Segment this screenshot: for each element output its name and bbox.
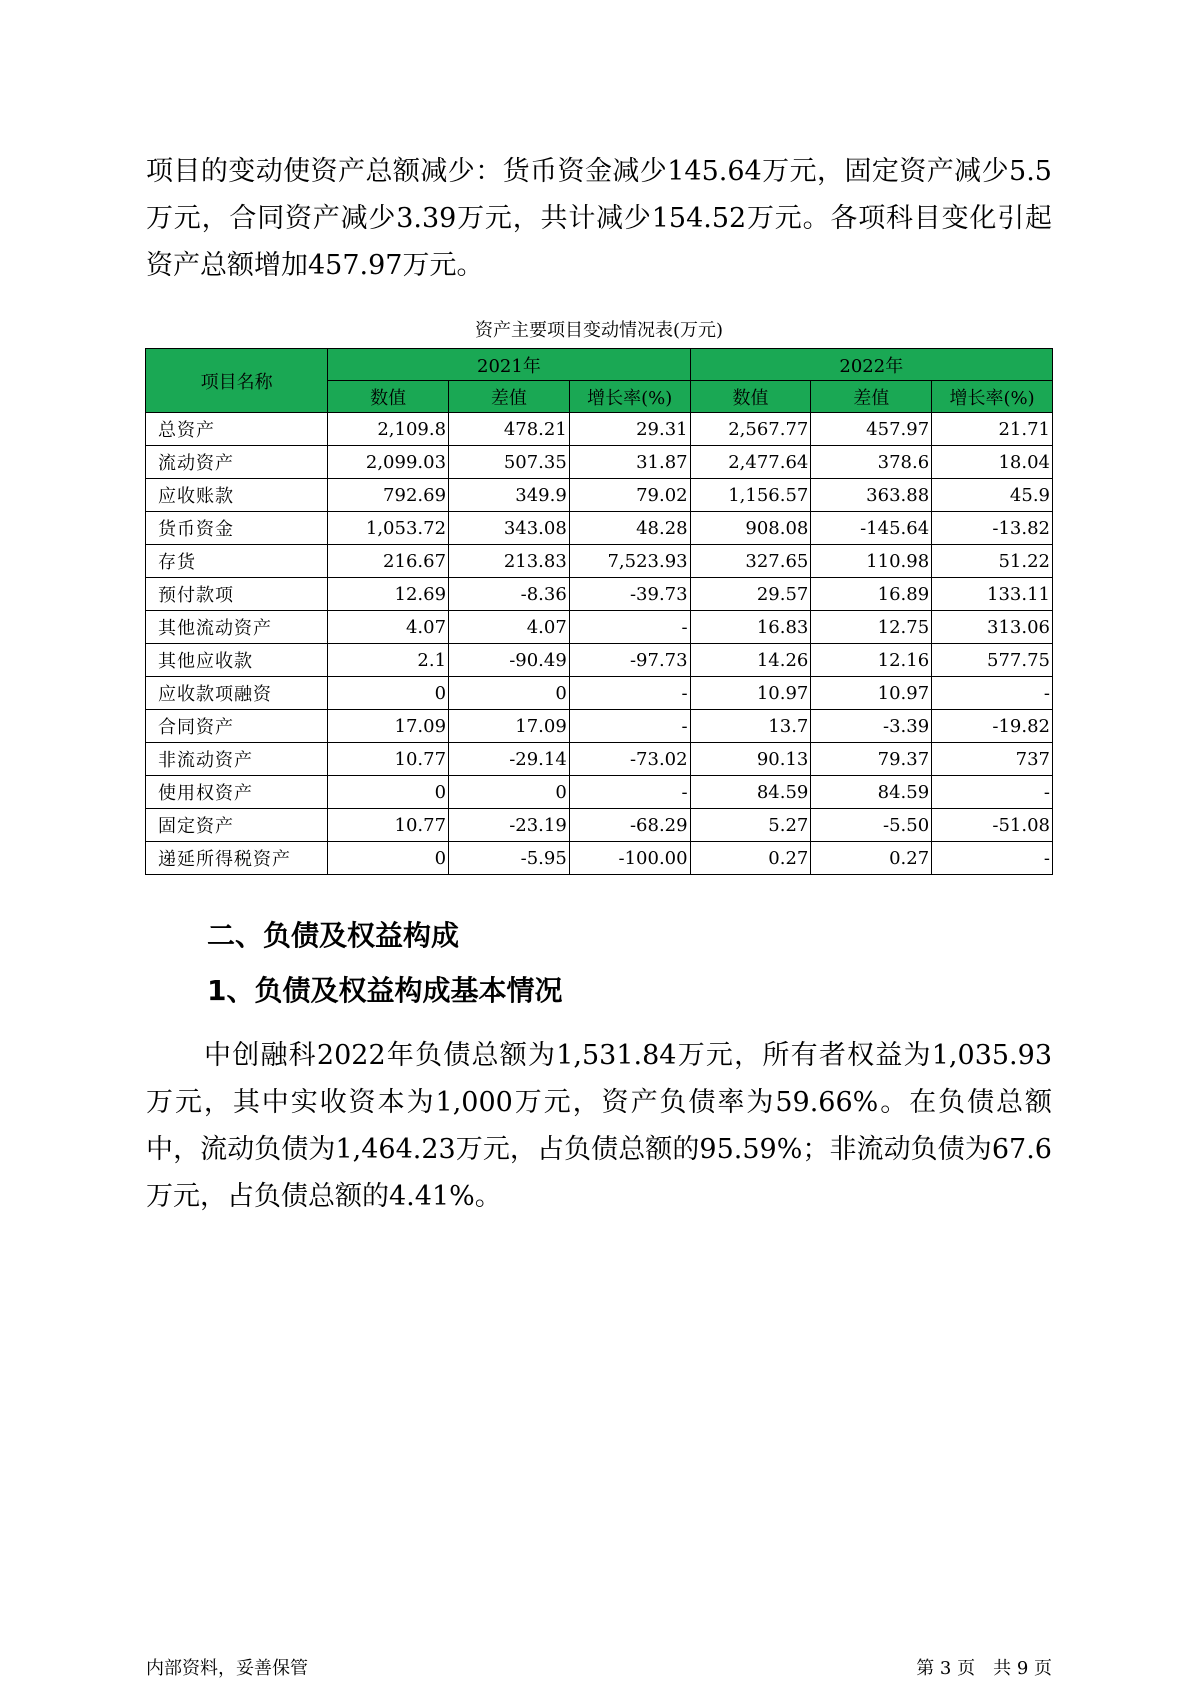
table-cell: -145.64	[811, 512, 932, 545]
table-cell: -19.82	[932, 710, 1053, 743]
table-cell: 45.9	[932, 479, 1053, 512]
header-diff-2021: 差值	[449, 381, 570, 413]
table-cell: 48.28	[569, 512, 690, 545]
table-row	[146, 677, 1053, 710]
header-growth-2022: 增长率(%)	[932, 381, 1053, 413]
table-cell: 1,156.57	[690, 479, 811, 512]
table-cell: 0.27	[811, 842, 932, 875]
row-label: 应收账款	[146, 479, 328, 512]
table-cell: -73.02	[569, 743, 690, 776]
table-cell: 507.35	[449, 446, 570, 479]
table-cell: 0	[328, 677, 449, 710]
header-diff-2022: 差值	[811, 381, 932, 413]
table-cell: 79.02	[569, 479, 690, 512]
table-cell: 349.9	[449, 479, 570, 512]
table-cell: 0.27	[690, 842, 811, 875]
table-row	[146, 743, 1053, 776]
table-body	[146, 413, 1053, 875]
table-cell: 908.08	[690, 512, 811, 545]
table-cell: 5.27	[690, 809, 811, 842]
table-cell: 10.97	[811, 677, 932, 710]
row-label: 货币资金	[146, 512, 328, 545]
table-cell: -100.00	[569, 842, 690, 875]
table-cell: -5.50	[811, 809, 932, 842]
row-label: 使用权资产	[146, 776, 328, 809]
table-cell: 13.7	[690, 710, 811, 743]
table-cell: -8.36	[449, 578, 570, 611]
table-cell: 14.26	[690, 644, 811, 677]
table-cell: 216.67	[328, 545, 449, 578]
footer-page-number: 第 3 页 共 9 页	[916, 1658, 1052, 1679]
table-cell: 343.08	[449, 512, 570, 545]
table-cell: 2,099.03	[328, 446, 449, 479]
table-cell: 2,109.8	[328, 413, 449, 446]
table-cell: 10.77	[328, 809, 449, 842]
table-cell: 133.11	[932, 578, 1053, 611]
table-row	[146, 413, 1053, 446]
table-cell: 21.71	[932, 413, 1053, 446]
table-cell: 457.97	[811, 413, 932, 446]
table-row	[146, 809, 1053, 842]
table-cell: 577.75	[932, 644, 1053, 677]
row-label: 非流动资产	[146, 743, 328, 776]
table-cell: 313.06	[932, 611, 1053, 644]
table-cell: 17.09	[328, 710, 449, 743]
footer-confidential-note: 内部资料，妥善保管	[146, 1658, 308, 1679]
table-cell: 2,567.77	[690, 413, 811, 446]
table-cell: 0	[449, 776, 570, 809]
table-cell: 12.75	[811, 611, 932, 644]
table-cell: 18.04	[932, 446, 1053, 479]
table-cell: 737	[932, 743, 1053, 776]
table-cell: 31.87	[569, 446, 690, 479]
table-cell: 29.57	[690, 578, 811, 611]
table-cell: 363.88	[811, 479, 932, 512]
table-row	[146, 611, 1053, 644]
table-cell: -	[932, 677, 1053, 710]
table-cell: -39.73	[569, 578, 690, 611]
table-cell: 12.16	[811, 644, 932, 677]
table-cell: 478.21	[449, 413, 570, 446]
row-label: 预付款项	[146, 578, 328, 611]
row-label: 存货	[146, 545, 328, 578]
table-cell: 16.83	[690, 611, 811, 644]
table-row	[146, 578, 1053, 611]
row-label: 总资产	[146, 413, 328, 446]
section-heading: 二、负债及权益构成	[207, 919, 460, 952]
table-cell: 17.09	[449, 710, 570, 743]
table-cell: 110.98	[811, 545, 932, 578]
table-cell: 84.59	[690, 776, 811, 809]
row-label: 合同资产	[146, 710, 328, 743]
table-row	[146, 710, 1053, 743]
header-item-name: 项目名称	[146, 349, 328, 413]
asset-change-table	[145, 348, 1053, 875]
table-cell: 90.13	[690, 743, 811, 776]
table-cell: -29.14	[449, 743, 570, 776]
table-cell: 84.59	[811, 776, 932, 809]
table-row	[146, 776, 1053, 809]
row-label: 流动资产	[146, 446, 328, 479]
table-cell: 2.1	[328, 644, 449, 677]
header-value-2021: 数值	[328, 381, 449, 413]
table-cell: 4.07	[449, 611, 570, 644]
table-cell: -68.29	[569, 809, 690, 842]
table-cell: 12.69	[328, 578, 449, 611]
row-label: 其他流动资产	[146, 611, 328, 644]
table-cell: 4.07	[328, 611, 449, 644]
table-row	[146, 479, 1053, 512]
table-cell: 1,053.72	[328, 512, 449, 545]
table-cell: -	[569, 710, 690, 743]
table-cell: 29.31	[569, 413, 690, 446]
table-cell: 213.83	[449, 545, 570, 578]
table-cell: -	[932, 842, 1053, 875]
subsection-heading: 1、负债及权益构成基本情况	[207, 974, 563, 1007]
header-growth-2021: 增长率(%)	[569, 381, 690, 413]
table-cell: 16.89	[811, 578, 932, 611]
table-cell: -90.49	[449, 644, 570, 677]
liability-paragraph: 中创融科2022年负债总额为1,531.84万元，所有者权益为1,035.93万元，其中实收资本为1,000万元，资产负债率为59.66%。在负债总额中，流动负债为1,464.23万元，占负债总额的95.59%；非流动负债为67.6万元，占负债总额的4.41%。	[146, 1040, 1052, 1212]
table-cell: -51.08	[932, 809, 1053, 842]
table-cell: -13.82	[932, 512, 1053, 545]
row-label: 应收款项融资	[146, 677, 328, 710]
table-cell: 51.22	[932, 545, 1053, 578]
table-cell: -	[569, 611, 690, 644]
table-cell: 0	[328, 776, 449, 809]
table-cell: 10.77	[328, 743, 449, 776]
table-row	[146, 842, 1053, 875]
table-cell: 0	[328, 842, 449, 875]
table-row	[146, 644, 1053, 677]
header-year-2021: 2021年	[328, 349, 690, 381]
header-year-2022: 2022年	[690, 349, 1052, 381]
row-label: 固定资产	[146, 809, 328, 842]
table-cell: -	[569, 677, 690, 710]
header-value-2022: 数值	[690, 381, 811, 413]
table-cell: -	[932, 776, 1053, 809]
table-cell: -97.73	[569, 644, 690, 677]
row-label: 递延所得税资产	[146, 842, 328, 875]
table-cell: -	[569, 776, 690, 809]
table-cell: -3.39	[811, 710, 932, 743]
table-cell: 378.6	[811, 446, 932, 479]
table-caption: 资产主要项目变动情况表(万元)	[474, 320, 724, 341]
table-cell: 327.65	[690, 545, 811, 578]
table-cell: 79.37	[811, 743, 932, 776]
table-row	[146, 446, 1053, 479]
table-cell: 792.69	[328, 479, 449, 512]
table-cell: 0	[449, 677, 570, 710]
table-cell: 2,477.64	[690, 446, 811, 479]
table-cell: -5.95	[449, 842, 570, 875]
table-cell: -23.19	[449, 809, 570, 842]
table-cell: 10.97	[690, 677, 811, 710]
table-row	[146, 512, 1053, 545]
table-cell: 7,523.93	[569, 545, 690, 578]
table-row	[146, 545, 1053, 578]
intro-paragraph: 项目的变动使资产总额减少：货币资金减少145.64万元，固定资产减少5.5万元，合同资产减少3.39万元，共计减少154.52万元。各项科目变化引起资产总额增加457.97万元。	[146, 156, 1052, 281]
row-label: 其他应收款	[146, 644, 328, 677]
